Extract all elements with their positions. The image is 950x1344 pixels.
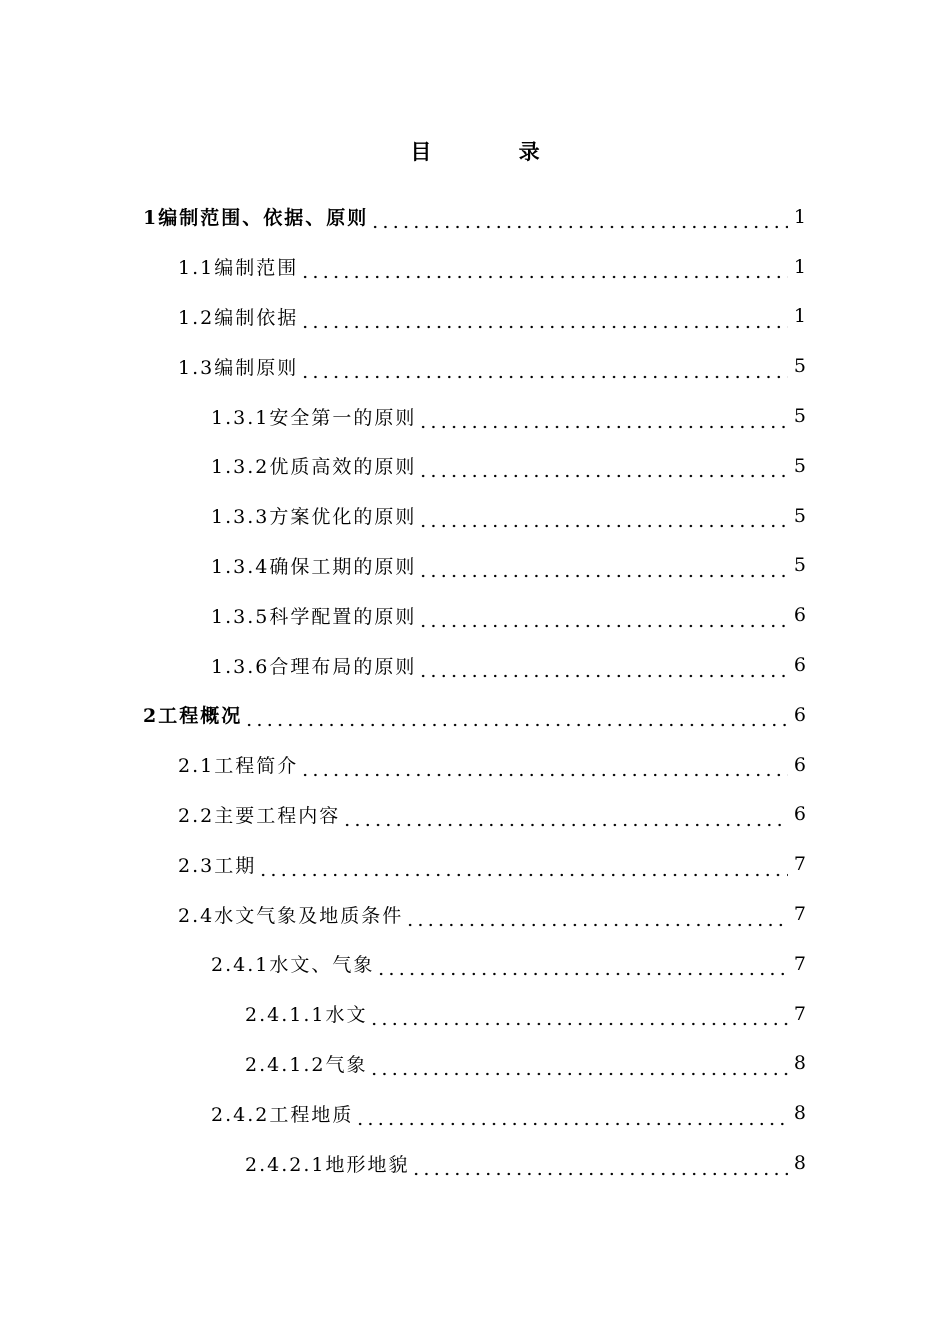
toc-entry[interactable]: [0, 1088, 950, 1138]
toc-entry[interactable]: [0, 839, 950, 889]
toc-entry[interactable]: [0, 192, 950, 242]
toc-entry-label: 1.3.1安全第一的原则: [211, 406, 417, 429]
toc-entry-label: 1.3.5科学配置的原则: [211, 605, 417, 628]
toc-entry-label: 2.4.1.2气象: [245, 1053, 368, 1076]
toc-entry-page-number: 7: [793, 952, 806, 975]
toc-entry-page-number: 5: [793, 355, 806, 378]
toc-entry-page-number: 5: [793, 405, 806, 428]
toc-entry[interactable]: [0, 740, 950, 790]
toc-entry-label: 2.4.1水文、气象: [211, 954, 375, 977]
toc-entry-page-number: 6: [793, 654, 806, 677]
toc-dot-leader: [369, 1007, 788, 1026]
toc-dot-leader: [355, 1107, 788, 1126]
toc-entry[interactable]: [0, 590, 950, 640]
toc-entry-page-number: 7: [793, 1002, 806, 1025]
toc-entry-page-number: 5: [793, 454, 806, 477]
toc-entry-label: 1.3.2优质高效的原则: [211, 456, 417, 479]
toc-entry[interactable]: [0, 341, 950, 391]
toc-entry[interactable]: [0, 640, 950, 690]
toc-entry[interactable]: [0, 292, 950, 342]
toc-entry[interactable]: [0, 441, 950, 491]
toc-dot-leader: [411, 1157, 788, 1176]
toc-entry[interactable]: [0, 889, 950, 939]
toc-entry[interactable]: [0, 939, 950, 989]
toc-entry-page-number: 5: [793, 504, 806, 527]
toc-dot-leader: [405, 908, 788, 927]
toc-dot-leader: [370, 210, 788, 229]
toc-entry[interactable]: [0, 989, 950, 1039]
toc-dot-leader: [300, 260, 788, 279]
toc-dot-leader: [300, 360, 788, 379]
toc-entry-label: 1.3.6合理布局的原则: [211, 655, 417, 678]
toc-entry-label: 2.4.2工程地质: [211, 1103, 354, 1126]
toc-entry-label: 1编制范围、依据、原则: [143, 207, 369, 230]
toc-entry-page-number: 6: [793, 703, 806, 726]
toc-dot-leader: [300, 758, 788, 777]
toc-entry-label: 2.2主要工程内容: [178, 804, 341, 827]
toc-dot-leader: [369, 1057, 788, 1076]
toc-dot-leader: [418, 609, 788, 628]
toc-entry-label: 2.4.2.1地形地貌: [245, 1153, 410, 1176]
toc-entry[interactable]: [0, 1039, 950, 1089]
toc-entry[interactable]: [0, 1138, 950, 1188]
toc-entry-label: 1.3.4确保工期的原则: [211, 555, 417, 578]
toc-entry-label: 1.1编制范围: [178, 257, 299, 280]
toc-list: [0, 192, 950, 1188]
toc-entry-label: 2.1工程简介: [178, 755, 299, 778]
toc-entry-page-number: 8: [793, 1152, 806, 1175]
toc-entry[interactable]: [0, 690, 950, 740]
toc-entry[interactable]: [0, 790, 950, 840]
toc-entry-page-number: 1: [793, 305, 806, 328]
toc-entry-label: 1.3.3方案优化的原则: [211, 506, 417, 529]
toc-dot-leader: [418, 559, 788, 578]
toc-entry-label: 2.4水文气象及地质条件: [178, 904, 404, 927]
toc-entry-page-number: 5: [793, 554, 806, 577]
toc-entry-page-number: 1: [793, 205, 806, 228]
toc-entry[interactable]: [0, 491, 950, 541]
toc-dot-leader: [376, 957, 788, 976]
toc-entry[interactable]: [0, 391, 950, 441]
toc-entry-page-number: 1: [793, 255, 806, 278]
toc-entry[interactable]: [0, 242, 950, 292]
toc-entry-page-number: 7: [793, 903, 806, 926]
toc-entry-page-number: 8: [793, 1052, 806, 1075]
toc-entry-label: 2工程概况: [143, 705, 243, 728]
toc-dot-leader: [342, 808, 788, 827]
toc-dot-leader: [244, 708, 788, 727]
toc-dot-leader: [418, 410, 788, 429]
toc-entry-page-number: 6: [793, 604, 806, 627]
toc-entry-page-number: 8: [793, 1102, 806, 1125]
toc-dot-leader: [300, 310, 788, 329]
toc-entry-page-number: 7: [793, 853, 806, 876]
toc-entry-label: 1.2编制依据: [178, 306, 299, 329]
toc-entry-page-number: 6: [793, 753, 806, 776]
toc-entry-page-number: 6: [793, 803, 806, 826]
toc-entry[interactable]: [0, 541, 950, 591]
toc-dot-leader: [418, 659, 788, 678]
toc-dot-leader: [258, 858, 788, 877]
toc-title: 目 录: [410, 139, 580, 164]
toc-entry-label: 2.4.1.1水文: [245, 1004, 368, 1027]
toc-dot-leader: [418, 509, 788, 528]
toc-entry-label: 1.3编制原则: [178, 356, 299, 379]
toc-entry-label: 2.3工期: [178, 854, 257, 877]
toc-dot-leader: [418, 459, 788, 478]
